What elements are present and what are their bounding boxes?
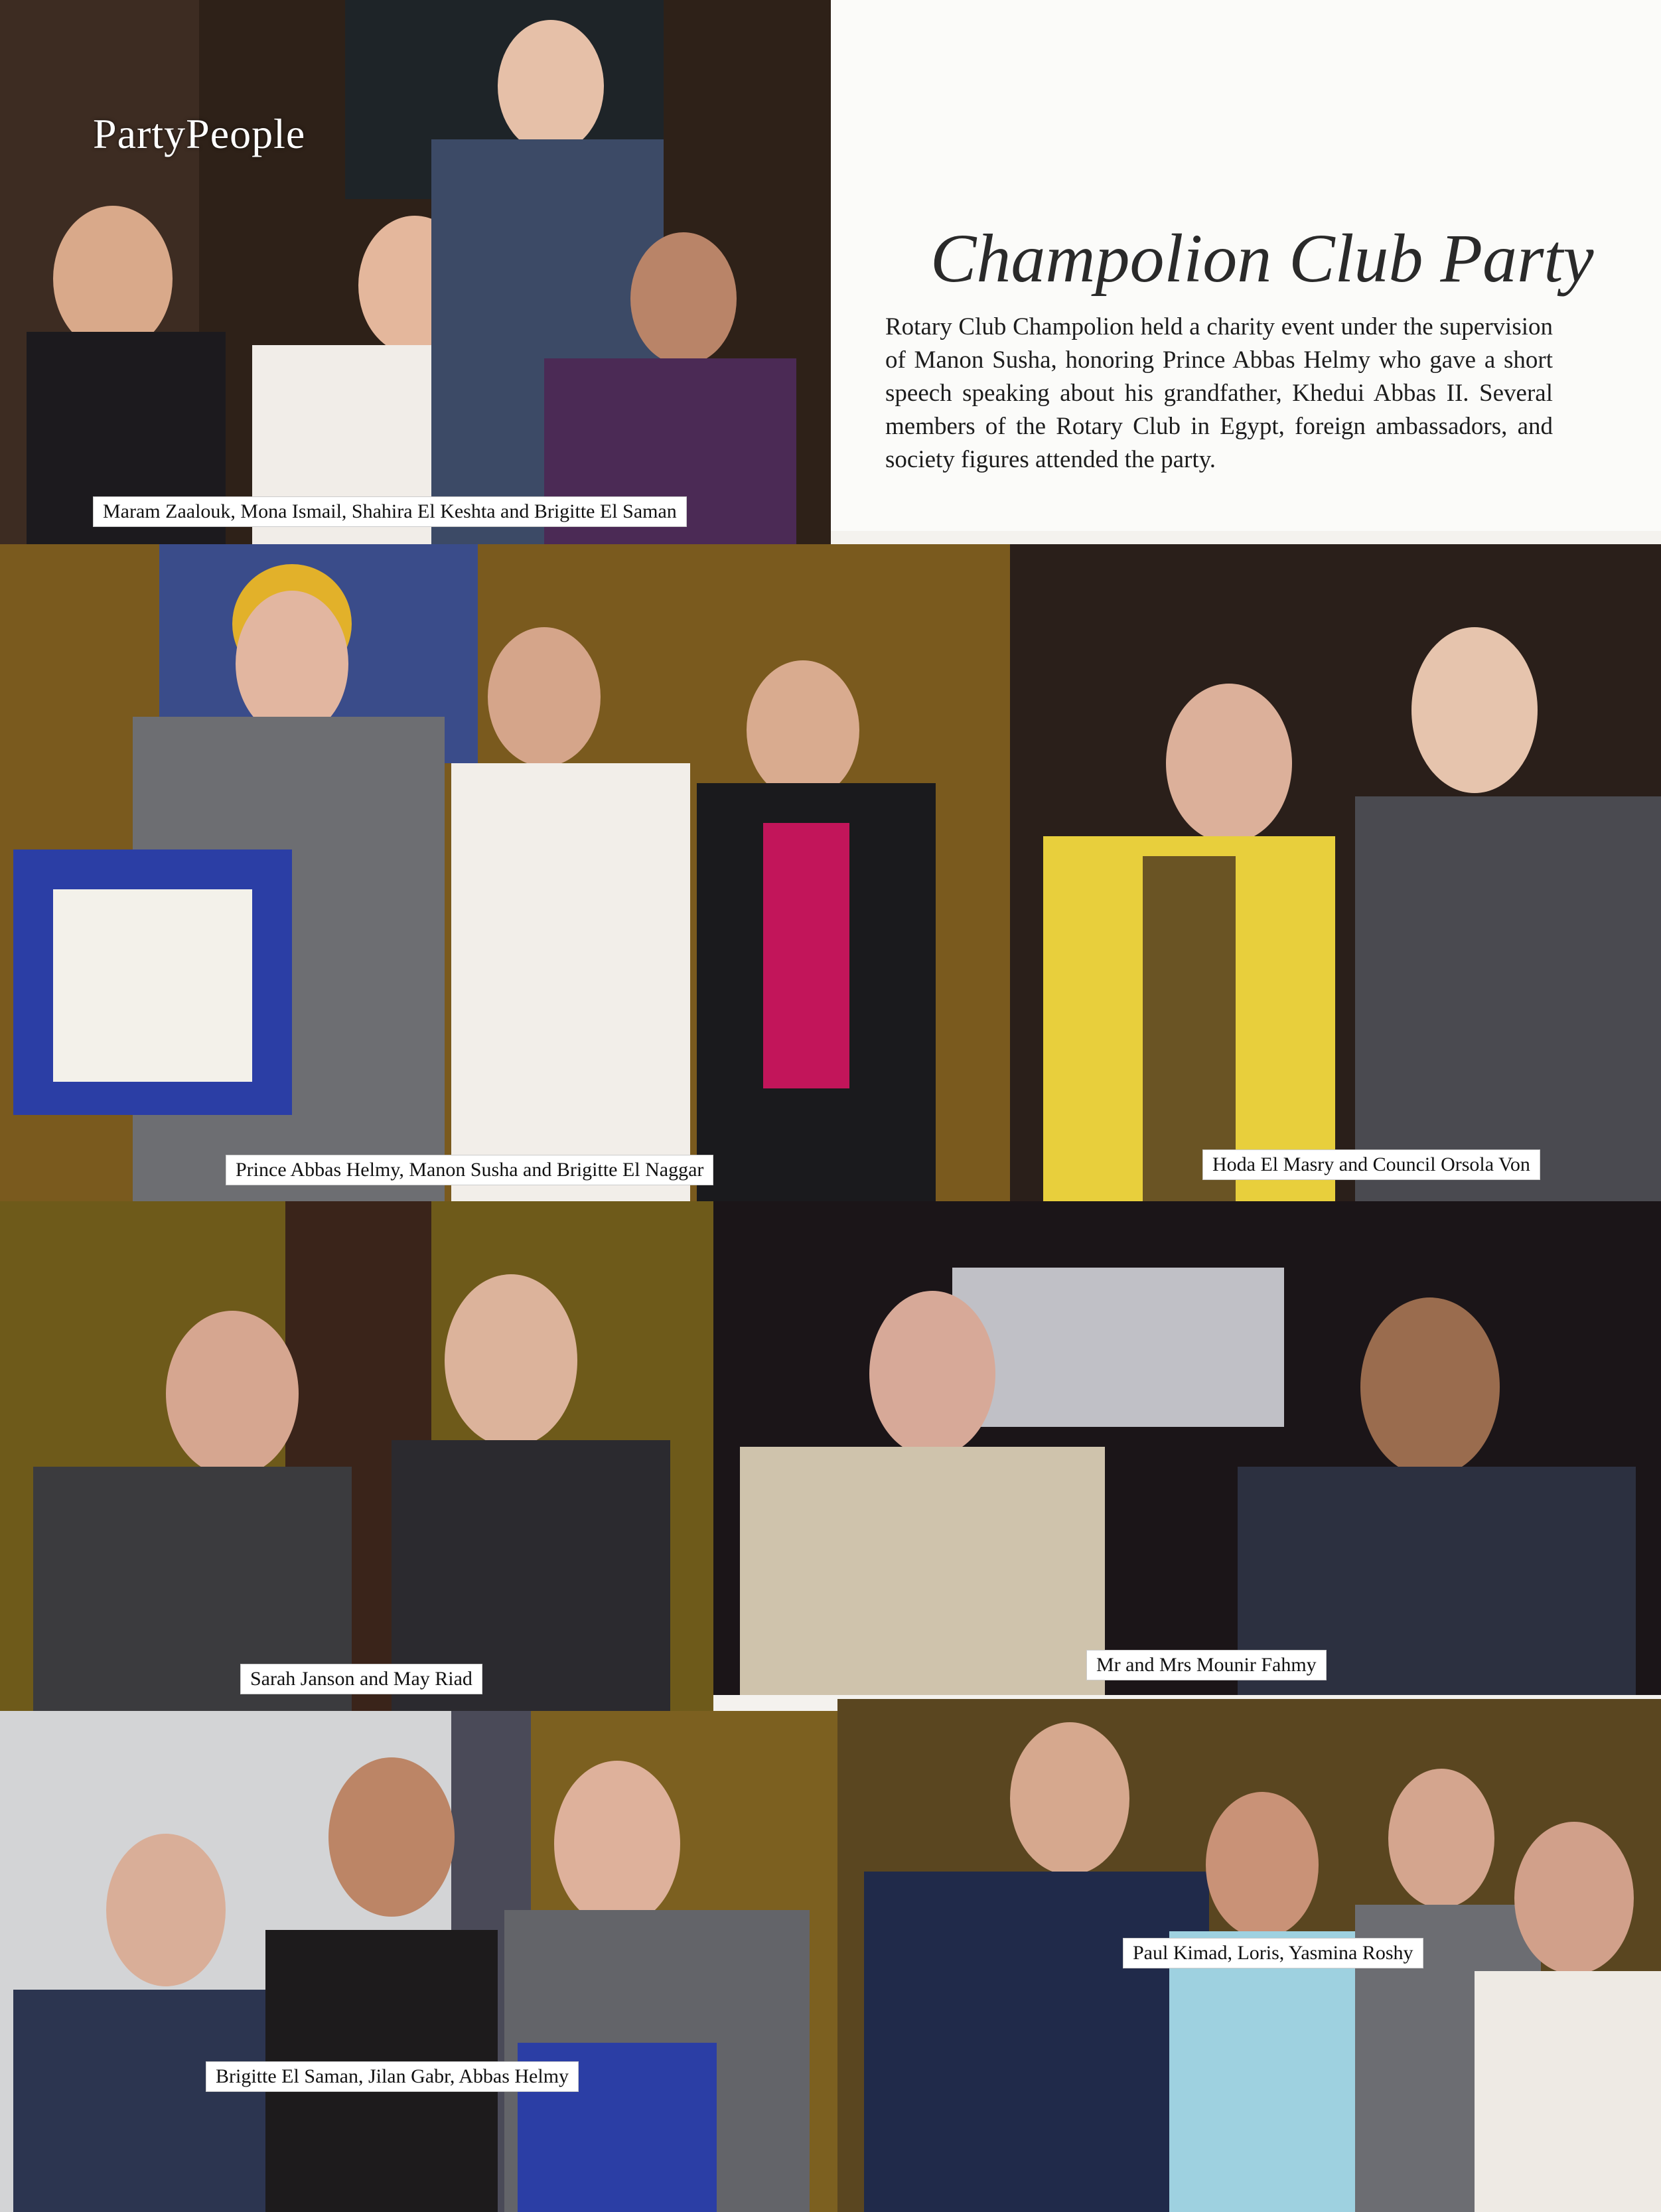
photo-5-image bbox=[713, 1201, 1661, 1695]
photo-group-6 bbox=[0, 1711, 837, 2212]
photo-3-caption: Hoda El Masry and Council Orsola Von bbox=[1202, 1149, 1540, 1180]
photo-1-image bbox=[0, 0, 831, 544]
article-body: Rotary Club Champolion held a charity event under the supervision of Manon Susha, honoring Prince Abbas Helmy who gave a short speech speaking about his grandfather, Khedui Abbas II. Several members of the Rotary Club in Egypt, foreign ambassadors, and society figures attended the party. bbox=[885, 313, 1553, 473]
photo-group-3 bbox=[1010, 544, 1661, 1201]
photo-group-2 bbox=[0, 544, 1010, 1201]
photo-4-image bbox=[0, 1201, 713, 1711]
photo-5-caption: Mr and Mrs Mounir Fahmy bbox=[1086, 1650, 1327, 1680]
photo-group-7 bbox=[837, 1699, 1661, 2212]
photo-7-caption: Paul Kimad, Loris, Yasmina Roshy bbox=[1123, 1938, 1423, 1968]
photo-2-caption: Prince Abbas Helmy, Manon Susha and Brigitte El Naggar bbox=[226, 1155, 713, 1185]
photo-2-image bbox=[0, 544, 1010, 1201]
photo-1-caption: Maram Zaalouk, Mona Ismail, Shahira El Keshta and Brigitte El Saman bbox=[93, 496, 687, 527]
photo-6-caption: Brigitte El Saman, Jilan Gabr, Abbas Helmy bbox=[206, 2061, 579, 2092]
photo-3-image bbox=[1010, 544, 1661, 1201]
article-title: Champolion Club Party bbox=[930, 220, 1594, 297]
photo-6-image bbox=[0, 1711, 837, 2212]
article-panel bbox=[831, 0, 1661, 531]
photo-group-5 bbox=[713, 1201, 1661, 1695]
section-label: PartyPeople bbox=[93, 110, 306, 157]
photo-group-1 bbox=[0, 0, 831, 544]
photo-4-caption: Sarah Janson and May Riad bbox=[240, 1664, 482, 1694]
photo-group-4 bbox=[0, 1201, 713, 1711]
